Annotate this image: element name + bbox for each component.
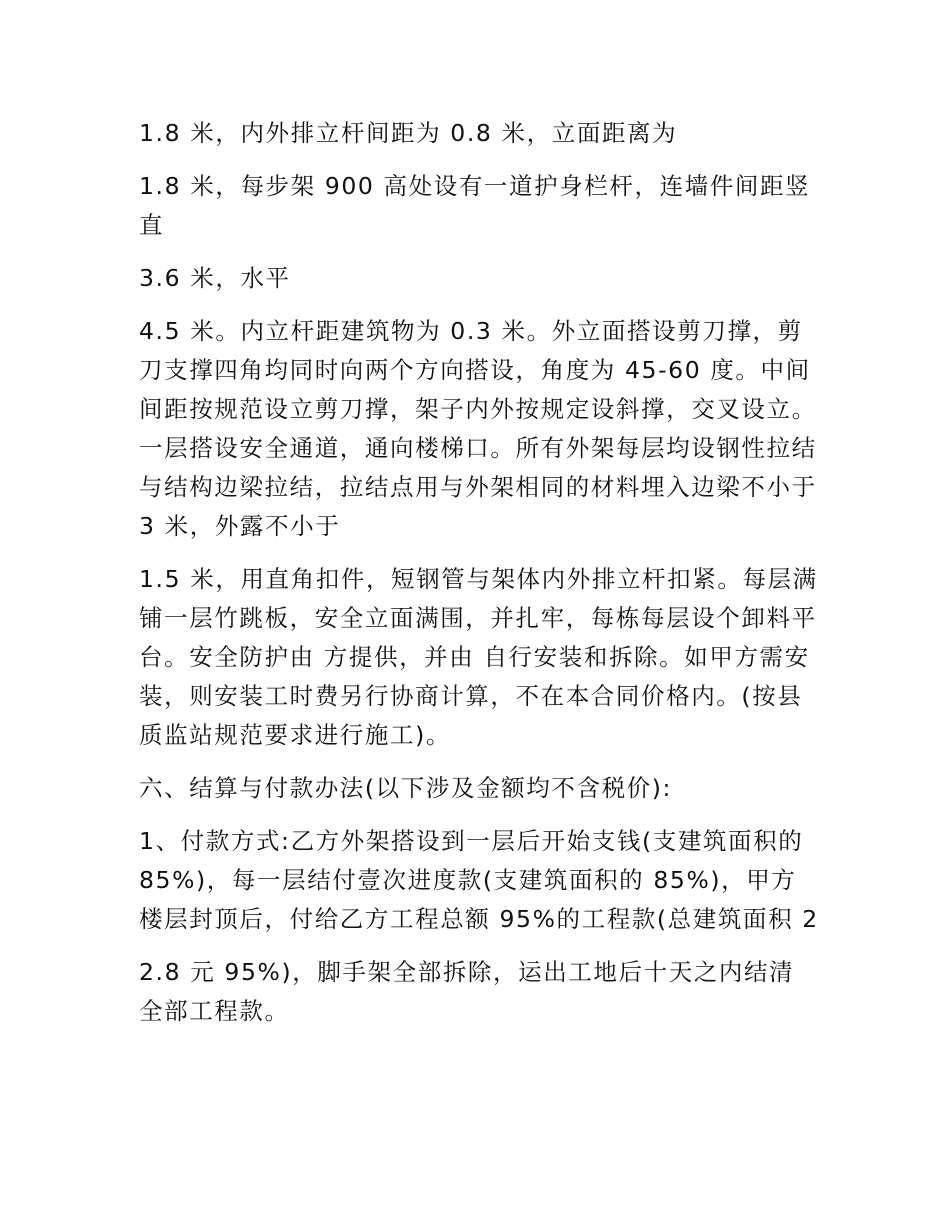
paragraph-5: 1.5 米，用直角扣件，短钢管与架体内外排立杆扣紧。每层满铺一层竹跳板，安全立面满围，并扎牢，每栋每层设个卸料平台。安全防护由 方提供，并由 自行安装和拆除。如甲方需安装，则安装工时费另行协商计算，不在本合同价格内。(按县质监站规范要求进行施工)。 (139, 565, 818, 749)
paragraph-3: 3.6 米，水平 (139, 264, 291, 292)
paragraph-4: 4.5 米。内立杆距建筑物为 0.3 米。外立面搭设剪刀撑，剪刀支撑四角均同时向两个方向搭设，角度为 45-60 度。中间间距按规范设立剪刀撑，架子内外按规定设斜撑，交叉设立。一层搭设安全通道，通向楼梯口。所有外架每层均设钢性拉结与结构边梁拉结，拉结点用与外架相同的材料埋入边梁不小于 3 米，外露不小于 (139, 317, 817, 540)
paragraph-payment-method: 1、付款方式:乙方外架搭设到一层后开始支钱(支建筑面积的 85%)，每一层结付壹次进度款(支建筑面积的 85%)，甲方楼层封顶后，付给乙方工程总额 95%的工程款(总建筑面积 2 (139, 827, 819, 933)
paragraph-final-payment: 2.8 元 95%)，脚手架全部拆除，运出工地后十天之内结清全部工程款。 (139, 958, 795, 1025)
paragraph-1: 1.8 米，内外排立杆间距为 0.8 米，立面距离为 (139, 119, 678, 147)
document-page (139, 114, 819, 1045)
paragraph-2: 1.8 米，每步架 900 高处设有一道护身栏杆，连墙件间距竖直 (139, 172, 811, 239)
section-heading-settlement: 六、结算与付款办法(以下涉及金额均不含税价): (139, 774, 673, 802)
